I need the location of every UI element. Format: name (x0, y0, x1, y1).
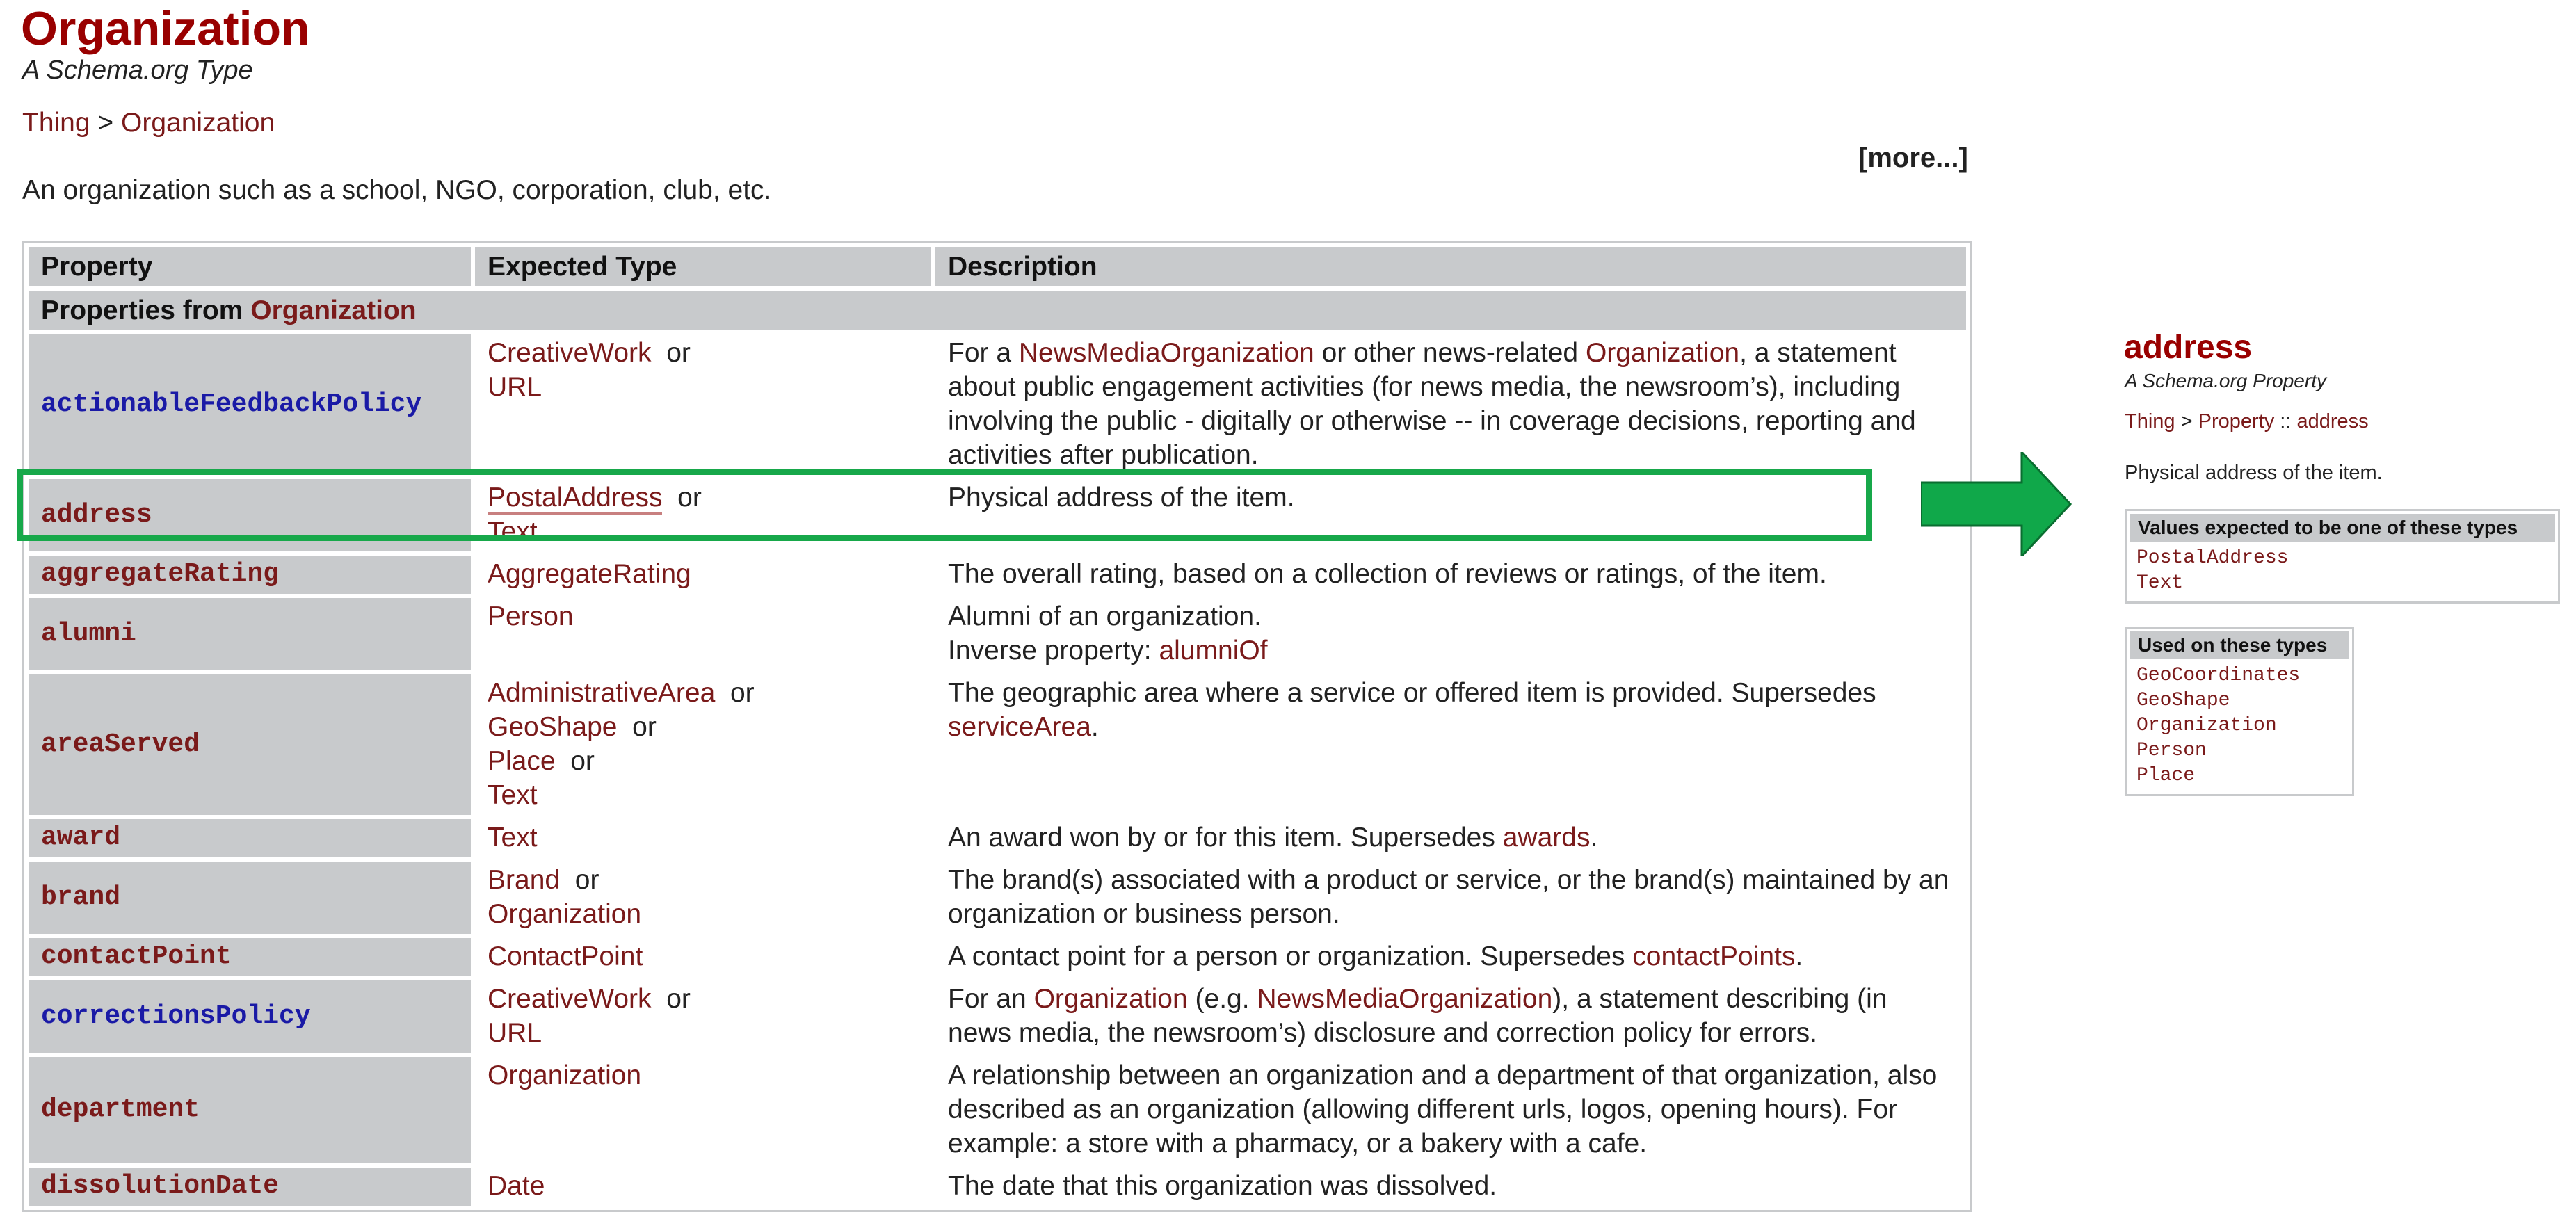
property-name-contactPoint[interactable]: contactPoint (29, 938, 471, 976)
expected-type-cell (475, 1057, 931, 1163)
expected-type-cell (475, 334, 931, 475)
property-name-actionableFeedbackPolicy[interactable]: actionableFeedbackPolicy (29, 334, 471, 475)
expected-type-cell (475, 1168, 931, 1206)
panel-type-link[interactable]: Place (2136, 765, 2196, 786)
type-link[interactable]: Person (488, 601, 574, 631)
description-link[interactable]: serviceArea (948, 712, 1091, 742)
property-name-department[interactable]: department (29, 1057, 471, 1163)
description-text: or other news-related (1314, 338, 1586, 368)
panel-type-link[interactable]: PostalAddress (2136, 547, 2289, 569)
type-line (488, 897, 919, 931)
table-row (29, 1057, 1966, 1163)
type-line (488, 1016, 919, 1050)
expected-type-cell (475, 598, 931, 670)
description-cell (935, 938, 1966, 976)
type-line (488, 336, 919, 370)
property-name-aggregateRating[interactable]: aggregateRating (29, 556, 471, 594)
page-subtitle: A Schema.org Type (22, 56, 253, 85)
inverse-property-link[interactable]: alumniOf (1159, 636, 1268, 665)
panel-breadcrumb-thing[interactable]: Thing (2125, 410, 2175, 433)
type-line (488, 370, 919, 404)
type-link[interactable]: URL (488, 372, 542, 402)
type-link[interactable]: GeoShape (488, 712, 618, 742)
type-line (488, 599, 919, 633)
header-expected-type: Expected Type (475, 247, 931, 286)
type-link[interactable]: Organization (488, 899, 642, 929)
panel-breadcrumb-property[interactable]: Property (2198, 410, 2275, 433)
type-link[interactable]: Brand (488, 865, 561, 895)
used-on-box (2125, 627, 2354, 796)
properties-table (22, 241, 1972, 1212)
description-text: The brand(s) associated with a product or service, or the brand(s) maintained by an organization or business person. (948, 865, 1949, 929)
table-row (29, 819, 1966, 857)
description-text: A contact point for a person or organization. Supersedes (948, 942, 1633, 971)
description-link[interactable]: NewsMediaOrganization (1018, 338, 1314, 368)
group-row (29, 291, 1966, 330)
description-link[interactable]: awards (1502, 823, 1591, 853)
type-line (488, 557, 919, 591)
type-link[interactable]: AdministrativeArea (488, 678, 716, 708)
description-text: An award won by or for this item. Supersedes (948, 823, 1503, 853)
type-link[interactable]: ContactPoint (488, 942, 643, 971)
used-on-list (2127, 662, 2352, 794)
type-line (488, 863, 919, 897)
description-text: . (1590, 823, 1598, 853)
description-text: , a statement about public engagement activities (for news media, the newsroom’s), including involving the public - digitally or otherwise -- in coverage decisions, reporting and activities after publication. (948, 338, 1916, 470)
panel-type-link[interactable]: Text (2136, 572, 2184, 594)
description-text: For an (948, 984, 1034, 1014)
panel-breadcrumb (2125, 410, 2369, 433)
description-text: The overall rating, based on a collection of reviews or ratings, of the item. (948, 559, 1827, 589)
or-text: or (632, 712, 657, 742)
group-heading-prefix: Properties from (41, 296, 251, 325)
type-description: An organization such as a school, NGO, corporation, club, etc. (22, 175, 772, 205)
inverse-property-label: Inverse property: (948, 636, 1159, 665)
type-link[interactable]: Text (488, 780, 538, 810)
description-text: (e.g. (1187, 984, 1257, 1014)
description-cell (935, 1057, 1966, 1163)
type-link[interactable]: Place (488, 746, 556, 776)
type-link[interactable]: Text (488, 517, 538, 547)
type-link[interactable]: AggregateRating (488, 559, 691, 589)
property-name-alumni[interactable]: alumni (29, 598, 471, 670)
property-name-address[interactable]: address (29, 479, 471, 551)
type-link[interactable]: URL (488, 1018, 542, 1048)
description-text: The date that this organization was dissolved. (948, 1171, 1497, 1201)
expected-type-cell (475, 674, 931, 815)
description-link[interactable]: Organization (1033, 984, 1188, 1014)
panel-type-link[interactable]: Organization (2136, 715, 2277, 736)
panel-subtitle: A Schema.org Property (2125, 370, 2326, 391)
panel-breadcrumb-sep: > (2180, 410, 2193, 433)
breadcrumb-thing-link[interactable]: Thing (22, 108, 90, 138)
expected-type-cell (475, 819, 931, 857)
breadcrumb-separator: > (97, 108, 114, 138)
table-row (29, 1168, 1966, 1206)
expected-type-cell (475, 862, 931, 934)
or-text: or (574, 865, 599, 895)
description-text: For a (948, 338, 1019, 368)
expected-type-cell (475, 938, 931, 976)
table-row (29, 980, 1966, 1053)
type-link[interactable]: PostalAddress (488, 483, 662, 515)
panel-breadcrumb-address[interactable]: address (2296, 410, 2369, 433)
description-cell (935, 862, 1966, 934)
table-row (29, 938, 1966, 976)
description-link[interactable]: Organization (1585, 338, 1740, 368)
table-row (29, 862, 1966, 934)
panel-type-link[interactable]: GeoShape (2136, 690, 2230, 711)
group-heading (29, 291, 1966, 330)
panel-type-link[interactable]: GeoCoordinates (2136, 665, 2301, 686)
expected-type-cell (475, 980, 931, 1053)
type-line (488, 710, 919, 744)
values-expected-box (2125, 509, 2560, 604)
type-line (488, 1058, 919, 1092)
property-name-correctionsPolicy[interactable]: correctionsPolicy (29, 980, 471, 1053)
page-title: Organization (21, 2, 310, 55)
table-row (29, 674, 1966, 815)
description-link[interactable]: contactPoints (1632, 942, 1796, 971)
or-text: or (730, 678, 755, 708)
values-expected-list (2127, 544, 2558, 601)
type-line (488, 778, 919, 812)
right-arrow-icon (1921, 452, 2074, 556)
panel-description: Physical address of the item. (2125, 462, 2383, 484)
or-text: or (666, 984, 691, 1014)
type-line (488, 939, 919, 973)
property-name-dissolutionDate[interactable]: dissolutionDate (29, 1168, 471, 1206)
property-name-brand[interactable]: brand (29, 862, 471, 934)
or-text: or (677, 483, 702, 512)
description-cell (935, 674, 1966, 815)
table-row (29, 334, 1966, 475)
type-line (488, 744, 919, 778)
breadcrumb (22, 108, 275, 138)
group-heading-link[interactable]: Organization (250, 296, 417, 325)
panel-breadcrumb-sep2: :: (2280, 410, 2292, 433)
type-line (488, 982, 919, 1016)
description-text: ), a statement describing (in news media, the newsroom’s) disclosure and correction policy for errors. (948, 984, 1887, 1048)
description-text: . (1795, 942, 1803, 971)
expected-type-cell (475, 556, 931, 594)
or-text: or (570, 746, 595, 776)
description-text: A relationship between an organization and a department of that organization, also described as an organization (allowing different urls, logos, opening hours). For example: a store with a pharmacy, or a bakery with a cafe. (948, 1060, 1938, 1158)
breadcrumb-organization-link[interactable]: Organization (121, 108, 275, 138)
description-text: Physical address of the item. (948, 483, 1295, 512)
highlight-box (17, 469, 1872, 541)
description-link[interactable]: NewsMediaOrganization (1257, 984, 1553, 1014)
table-row (29, 556, 1966, 594)
description-cell (935, 1168, 1966, 1206)
panel-title: address (2124, 329, 2253, 366)
table-row (29, 598, 1966, 670)
more-link[interactable]: [more...] (1858, 143, 1968, 173)
type-link[interactable]: CreativeWork (488, 338, 652, 368)
description-cell (935, 598, 1966, 670)
type-link[interactable]: CreativeWork (488, 984, 652, 1014)
panel-type-link[interactable]: Person (2136, 740, 2207, 761)
table-header-row (29, 247, 1966, 286)
type-line (488, 676, 919, 710)
description-text: . (1090, 712, 1099, 742)
type-link[interactable]: Text (488, 823, 538, 853)
used-on-header: Used on these types (2130, 631, 2349, 659)
description-cell (935, 556, 1966, 594)
type-link[interactable]: Date (488, 1171, 545, 1201)
description-text: Alumni of an organization. (948, 601, 1262, 631)
type-link[interactable]: Organization (488, 1060, 642, 1090)
header-description: Description (935, 247, 1966, 286)
type-line (488, 821, 919, 855)
header-property: Property (29, 247, 471, 286)
property-name-areaServed[interactable]: areaServed (29, 674, 471, 815)
description-text: The geographic area where a service or offered item is provided. Supersedes (948, 678, 1876, 708)
description-cell (935, 819, 1966, 857)
description-cell (935, 980, 1966, 1053)
type-line (488, 1169, 919, 1203)
property-name-award[interactable]: award (29, 819, 471, 857)
values-expected-header: Values expected to be one of these types (2130, 514, 2555, 542)
description-cell (935, 334, 1966, 475)
or-text: or (666, 338, 691, 368)
